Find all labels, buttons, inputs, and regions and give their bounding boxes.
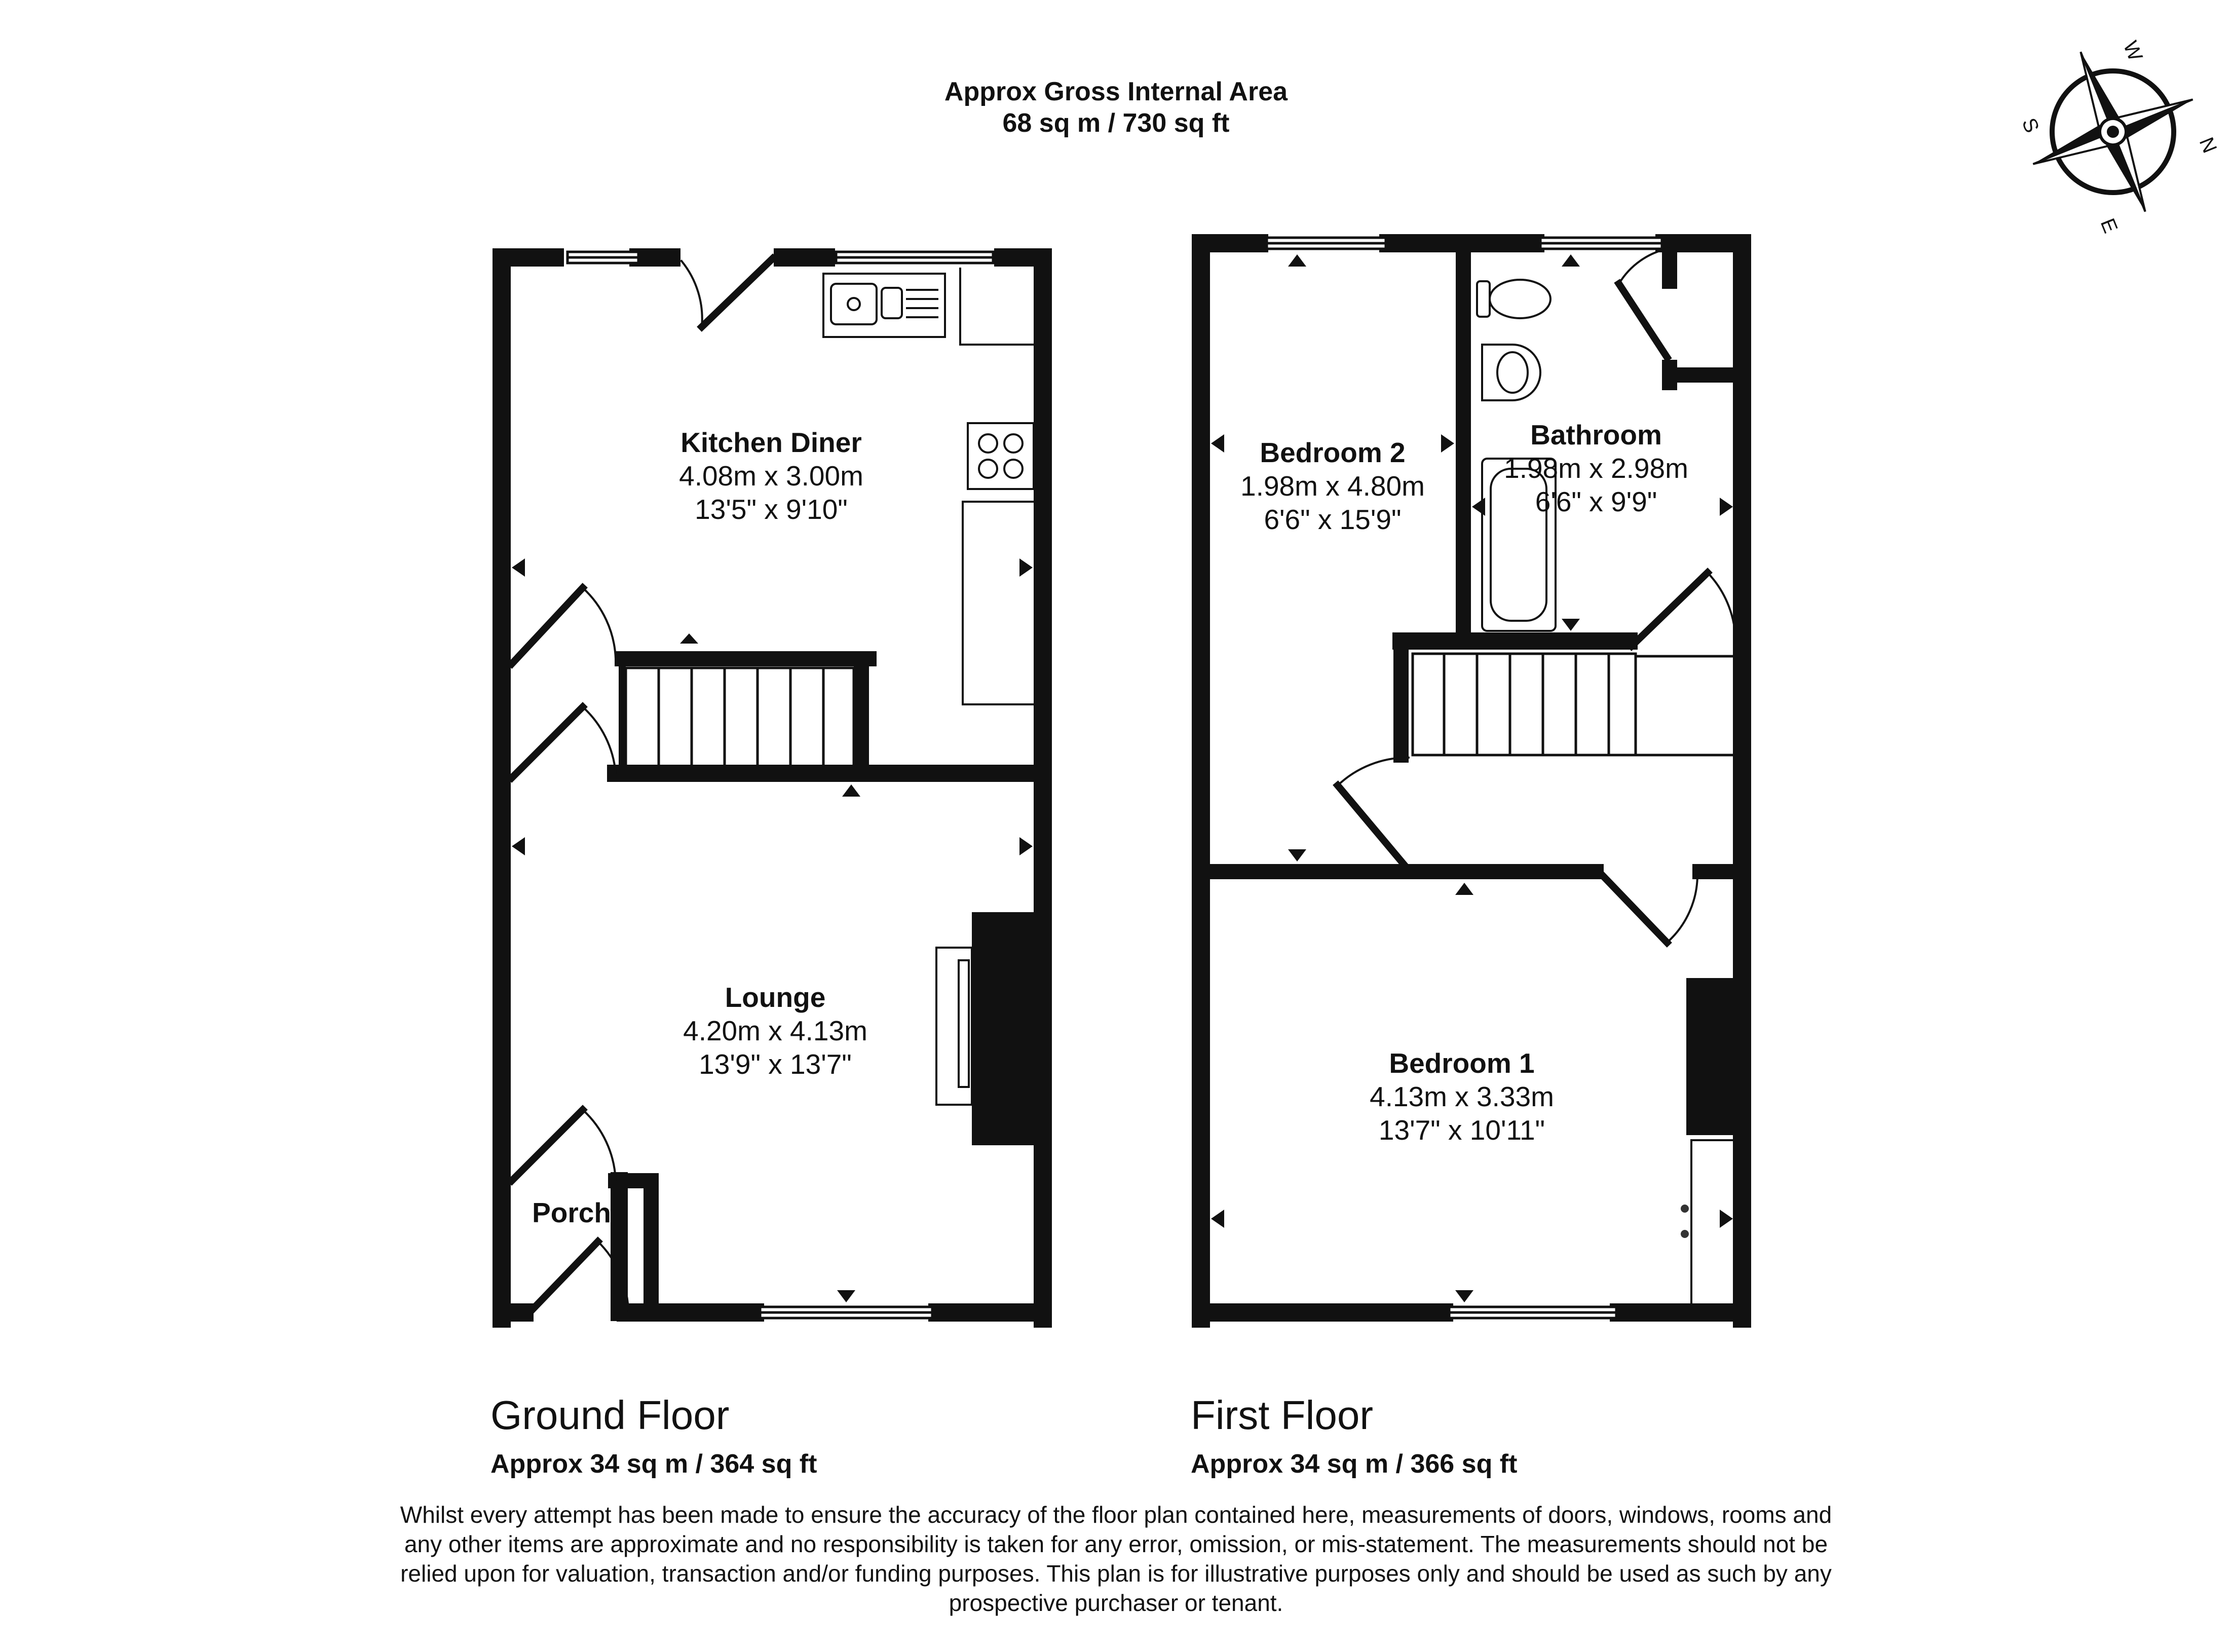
- room-bathroom: [1504, 418, 1688, 518]
- bedroom1-fixtures: [1681, 978, 1737, 1307]
- room-bedroom-1: [1370, 1046, 1554, 1147]
- room-bedroom-2: [1240, 436, 1425, 536]
- room-metric: 4.13m x 3.33m: [1370, 1081, 1554, 1112]
- ground-floor-walls: [502, 257, 1043, 1319]
- ground-floor-title: Ground Floor: [490, 1393, 730, 1438]
- room-metric: 4.08m x 3.00m: [679, 460, 863, 492]
- disclaimer-line-2: any other items are approximate and no responsibility is taken for any error, omission, or mis-statement. The measurements should not be: [404, 1531, 1828, 1557]
- gross-area-title: Approx Gross Internal Area: [944, 77, 1288, 106]
- first-floor-doors: [1338, 248, 1735, 943]
- room-lounge: [683, 981, 867, 1081]
- first-floor-walls: [1201, 243, 1742, 1319]
- room-imperial: 6'6" x 9'9": [1535, 486, 1657, 517]
- compass-label-n: N: [2195, 134, 2221, 157]
- first-floor-plan: [1201, 238, 1742, 1319]
- first-floor-title: First Floor: [1191, 1393, 1373, 1438]
- ground-floor-plan: [502, 252, 1043, 1319]
- room-imperial: 13'5" x 9'10": [695, 494, 848, 525]
- disclaimer-line-3: relied upon for valuation, transaction and/or funding purposes. This plan is for illustrative purposes only and should be used as such by any: [400, 1560, 1832, 1587]
- room-imperial: 6'6" x 15'9": [1264, 504, 1402, 535]
- disclaimer-line-4: prospective purchaser or tenant.: [949, 1590, 1283, 1616]
- gross-area-value: 68 sq m / 730 sq ft: [1002, 108, 1230, 138]
- room-name: Kitchen Diner: [680, 427, 862, 458]
- ground-floor-area: Approx 34 sq m / 364 sq ft: [490, 1449, 817, 1479]
- room-imperial: 13'7" x 10'11": [1378, 1114, 1545, 1146]
- ground-floor-stairs: [626, 668, 854, 767]
- room-name: Bathroom: [1530, 419, 1662, 450]
- compass-label-s: S: [2017, 115, 2044, 136]
- room-metric: 1.98m x 2.98m: [1504, 453, 1688, 484]
- lounge-fireplace: [936, 912, 1034, 1145]
- ground-floor-windows: [568, 252, 993, 1318]
- compass-label-e: E: [2096, 215, 2122, 237]
- ground-floor-dimension-arrows: [512, 558, 1033, 1302]
- room-imperial: 13'9" x 13'7": [699, 1048, 852, 1080]
- compass-label-w: W: [2118, 37, 2147, 64]
- disclaimer-line-1: Whilst every attempt has been made to ensure the accuracy of the floor plan contained here, measurements of doors, windows, rooms and: [400, 1501, 1832, 1528]
- room-porch: [532, 1196, 611, 1229]
- ground-floor-doors: [512, 258, 773, 1310]
- first-floor-area: Approx 34 sq m / 366 sq ft: [1191, 1449, 1518, 1479]
- room-name: Porch: [532, 1197, 611, 1228]
- room-kitchen-diner: [679, 426, 863, 526]
- room-name: Bedroom 1: [1389, 1047, 1535, 1079]
- room-name: Lounge: [725, 982, 826, 1013]
- room-name: Bedroom 2: [1260, 437, 1406, 468]
- room-metric: 1.98m x 4.80m: [1240, 470, 1425, 502]
- room-metric: 4.20m x 4.13m: [683, 1015, 867, 1046]
- first-floor-stairs: [1413, 654, 1742, 872]
- compass-rose-icon: [2001, 20, 2225, 244]
